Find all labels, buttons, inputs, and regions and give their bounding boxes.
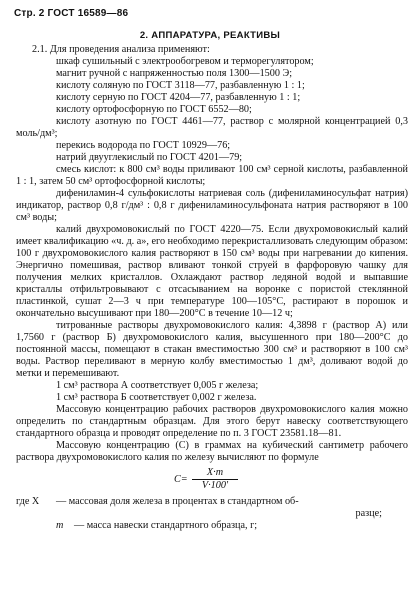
paragraph: Массовую концентрацию (С) в граммах на кубический сантиметр рабочего раствора двухромовокислого калия по железу вычисляют по формуле: [16, 440, 408, 463]
paragraph: 1 см³ раствора Б соответствует 0,002 г железа.: [56, 392, 257, 403]
paragraph: дифениламин-4 сульфокислоты натриевая соль (дифениламиносульфат натрия) индикатор, раствор 0,8 г/дм³ : 0,8 г дифениламиносульфоната натрия растворяют в 100 см³ воды;: [16, 188, 408, 223]
formula-fraction: [192, 467, 238, 492]
paragraph: кислоту азотную по ГОСТ 4461—77, раствор с молярной концентрацией 0,3 моль/дм³;: [16, 116, 408, 139]
paragraph: Массовую концентрацию рабочих растворов двухромовокислого калия можно определить по стандартным образцам. Для этого берут навеску соответствующего стандартного образца и проводят определение по п. 3 ГОСТ 23581.18—81.: [16, 404, 408, 439]
definition-x-text: — массовая доля железа в процентах в стандартном об-: [56, 496, 299, 507]
paragraph: титрованные растворы двухромовокислого калия: 4,3898 г (раствор А) или 1,7560 г (раствор Б) двухромовокислого калия, высушенного при 180—200°С до постоянной массы, помещают в стакан вместимостью 300 см³ и растворяют в 100 см³ воды. Раствор переливают в мерную колбу вместимостью 1 дм³, доливают водой до метки и перемешивают.: [16, 320, 408, 379]
document-body: [16, 44, 408, 532]
definition-x-label: где X: [16, 496, 40, 507]
definition-x-continuation: разце;: [355, 508, 382, 519]
formula-numerator: X·m: [192, 467, 238, 480]
paragraph: смесь кислот: к 800 см³ воды приливают 100 см³ серной кислоты, разбавленной 1 : 1, затем 50 см³ ортофосфорной кислоты;: [16, 164, 408, 187]
paragraph: магнит ручной с напряженностью поля 1300—1500 Э;: [56, 68, 293, 79]
definition-x: [16, 496, 408, 508]
formula-denominator: V·100': [201, 480, 229, 491]
formula-lhs: С=: [174, 474, 188, 485]
paragraph: кислоту ортофосфорную по ГОСТ 6552—80;: [56, 104, 252, 115]
definition-m-label: m: [56, 520, 64, 531]
paragraph: 1 см³ раствора А соответствует 0,005 г железа;: [56, 380, 259, 391]
formula: [16, 467, 408, 493]
section-title: 2. АППАРАТУРА, РЕАКТИВЫ: [139, 30, 281, 41]
paragraph: перекись водорода по ГОСТ 10929—76;: [56, 140, 231, 151]
page-header: Стр. 2 ГОСТ 16589—86: [14, 8, 129, 19]
paragraph: кислоту соляную по ГОСТ 3118—77, разбавленную 1 : 1;: [56, 80, 305, 91]
paragraph: кислоту серную по ГОСТ 4204—77, разбавленную 1 : 1;: [56, 92, 301, 103]
definition-m-text: — масса навески стандартного образца, г;: [74, 520, 258, 531]
paragraph: шкаф сушильный с электрообогревом и терморегулятором;: [56, 56, 314, 67]
paragraph: 2.1. Для проведения анализа применяют:: [32, 44, 210, 55]
definition-m: [16, 520, 408, 532]
paragraph: калий двухромовокислый по ГОСТ 4220—75. Если двухромовокислый калий имеет квалификацию «ч. д. а», его необходимо перекристаллизовать следующим образом: 100 г двухромовокислого калия растворяют в 150 см³ воды при нагревании до кипения. Энергично помешивая, раствор вливают тонкой струей в фарфоровую чашку для получения мелких кристаллов. Охлаждают раствор ледяной водой и выпавшие кристаллы отфильтровывают с отсасыванием на воронке с пористой стеклянной пластинкой, сушат 2—3 ч при температуре 100—105°С, растирают в порошок и окончательно высушивают при 180—200°С в течение 10—12 ч;: [16, 224, 408, 319]
paragraph: натрий двууглекислый по ГОСТ 4201—79;: [56, 152, 243, 163]
